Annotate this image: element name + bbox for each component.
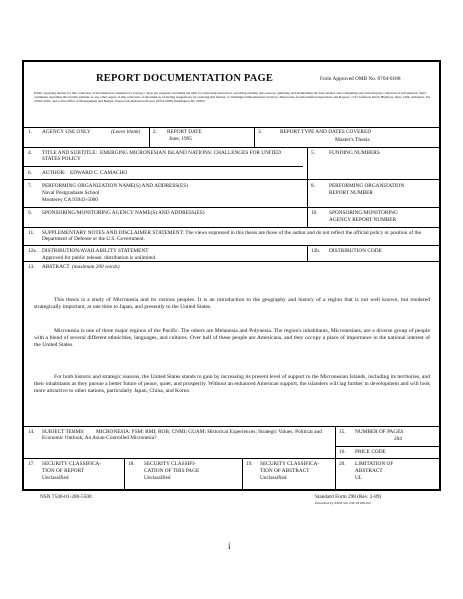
divider <box>149 127 150 147</box>
burden-statement: Public reporting burden for this collection of information is estimated to average 1 hour per response, including the time for reviewing instruction, searching existing data sources, gathering and maintaining the data needed, and completing and reviewing the collection of information. Send comments regarding this burden estimate or any other aspect of this collection of information, including suggestions for reducing this burden, to Washington Headquarters Services, Directorate for Information Operations and Reports, 1215 Jefferson Davis Highway, Suite 1204, Arlington, VA 22202-4302, and to the Office of Management and Budget, Paperwork Reduction Project (0704-0188) Washington DC 20503. <box>34 91 430 103</box>
divider <box>24 426 439 427</box>
field-2-number: 2. <box>153 129 157 135</box>
field-3-number: 3. <box>258 129 262 135</box>
field-19-number: 19. <box>246 461 253 467</box>
divider <box>307 245 308 261</box>
report-type: Master's Thesis <box>335 137 370 143</box>
field-19-label-2: TION OF ABSTRACT <box>260 468 310 474</box>
report-date: June, 1995 <box>169 136 192 142</box>
field-4-number: 4. <box>28 150 32 156</box>
field-17-number: 17. <box>28 461 35 467</box>
field-5-number: 5. <box>311 150 315 156</box>
field-2-label: REPORT DATE <box>167 129 202 135</box>
page-classification: Unclassified <box>144 475 171 481</box>
subject-terms: MICRONESIA: FSM; RMI; ROB; CNMI; GUAM; Historical Experiences; Strategic Values; Political and Economic Outlook; An Asian-Controlled Micronesia? <box>42 429 322 442</box>
field-8-label-1: PERFORMING ORGANIZATION <box>329 183 405 189</box>
field-12a-number: 12a. <box>28 248 37 254</box>
divider <box>254 127 255 147</box>
field-6-label: AUTHOR: <box>42 170 66 176</box>
abstract-paragraph-3: For both historic and strategic reasons, the United States stands to gain by increasing its present level of support to the Micronesian Islands, including its territories, and their inhabitants as they pursue a better future of peace, quiet, and prosperity. Without an enhanced American support, the islanders will lag further in development and will look more attractive to other nations, particularly Japan, China, and Korea. <box>34 374 430 394</box>
field-12b-number: 12b. <box>311 248 321 254</box>
divider <box>24 227 439 228</box>
prescribed-by: Prescribed by ANSI Std. 239-18 298-102 <box>315 501 371 505</box>
field-16-number: 16. <box>339 449 346 455</box>
field-3-label: REPORT TYPE AND DATES COVERED <box>280 129 372 135</box>
abstract-paragraph-2: Micronesia is one of three major regions of the Pacific. The others are Melanesia and Polynesia. The region's inhabitants, Micronesians, are a diverse group of people with a blend of several different ethnicities, languages, and cultures. Over half of these people are Americans, and they occupy a place of importance in the national interest of the United States. <box>34 328 430 348</box>
abstract-limitation: UL <box>355 475 363 481</box>
number-of-pages: 204 <box>394 436 402 442</box>
form-title: REPORT DOCUMENTATION PAGE <box>96 73 274 84</box>
divider <box>335 458 336 491</box>
field-16-label: PRICE CODE <box>355 449 386 455</box>
field-9-label: SPONSORING/MONITORING AGENCY NAME(S) AND ADDRESS(ES) <box>42 210 205 216</box>
omb-approval: Form Approved OMB No. 0704-0188 <box>320 76 401 82</box>
divider <box>24 245 439 246</box>
field-13-note: (maximum 200 words) <box>72 264 120 270</box>
abstract-paragraph-1: This thesis is a study of Micronesia and its various peoples. It is an introduction to the geography and history of a region that is not well known, but rendered strategically important, at one time to Japan, and presently to the United States. <box>34 297 430 310</box>
divider <box>335 446 439 447</box>
field-12a-label: DISTRIBUTION/AVAILABILITY STATEMENT <box>42 248 149 254</box>
field-14-label: SUBJECT TERMS: <box>42 429 85 435</box>
divider <box>24 166 303 167</box>
field-13-number: 13. <box>28 264 35 270</box>
field-10-label-1: SPONSORING/MONITORING <box>329 210 398 216</box>
nsn-number: NSN 7540-01-280-5500 <box>40 494 92 500</box>
report-documentation-form <box>22 60 441 491</box>
divider <box>124 458 125 491</box>
field-20-number: 20. <box>339 461 346 467</box>
field-20-label-1: LIMITATION OF <box>355 461 394 467</box>
field-6-number: 6. <box>28 170 32 176</box>
field-9-number: 9. <box>28 210 32 216</box>
field-15-label: NUMBER OF PAGES <box>355 429 404 435</box>
field-8-label-2: REPORT NUMBER <box>329 190 373 196</box>
field-7-label: PERFORMING ORGANIZATION NAME(S) AND ADDRESS(ES) <box>42 183 188 189</box>
field-1-number: 1. <box>28 129 32 135</box>
thesis-title: EMERGING MICRONESIAN ISLAND NATIONS: CHALLENGES FOR UNITED STATES POLICY <box>42 150 281 163</box>
report-classification: Unclassified <box>42 475 69 481</box>
field-20-label-2: ABSTRACT <box>355 468 383 474</box>
field-18-number: 18. <box>128 461 135 467</box>
abstract-classification: Unclassified <box>260 475 287 481</box>
field-11-number: 11. <box>28 230 35 236</box>
performing-org-name: Naval Postgraduate School <box>42 190 100 196</box>
standard-form: Standard Form 298 (Rev. 2-89) <box>315 494 382 500</box>
divider <box>24 127 439 128</box>
divider <box>24 261 439 262</box>
divider <box>24 179 439 180</box>
distribution-statement: Approved for public release; distribution is unlimited. <box>42 255 157 261</box>
field-18-label-1: SECURITY CLASSIFI- <box>144 461 196 467</box>
divider <box>24 458 439 459</box>
field-19-label-1: SECURITY CLASSIFICA- <box>260 461 320 467</box>
field-1-label: AGENCY USE ONLY <box>42 129 91 135</box>
field-5-label: FUNDING NUMBERS <box>329 150 380 156</box>
performing-org-address: Monterey CA 93943-5000 <box>42 197 98 203</box>
field-12b-label: DISTRIBUTION CODE <box>329 248 382 254</box>
divider <box>335 426 336 458</box>
divider <box>307 147 308 227</box>
field-17-label-1: SECURITY CLASSIFICA- <box>42 461 102 467</box>
divider <box>24 147 439 148</box>
field-7-number: 7. <box>28 183 32 189</box>
field-14-number: 14. <box>28 429 35 435</box>
field-8-number: 8. <box>311 183 315 189</box>
page-number: i <box>228 541 231 551</box>
field-10-label-2: AGENCY REPORT NUMBER <box>329 217 397 223</box>
field-10-number: 10. <box>311 210 318 216</box>
field-15-number: 15. <box>339 429 346 435</box>
field-4-label: TITLE AND SUBTITLE: <box>42 150 98 156</box>
field-13-label: ABSTRACT <box>42 264 70 270</box>
field-17-label-2: TION OF REPORT <box>42 468 85 474</box>
supplementary-notes: SUPPLEMENTARY NOTES AND DISCLAIMER STATEMENT: The views expressed in this thesis are those of the author and do not reflect the official policy or position of the Department of Defense or the U.S. Government. <box>42 230 421 243</box>
author-name: EDWARD C. CAMACHO <box>70 170 128 176</box>
divider <box>242 458 243 491</box>
divider <box>24 207 439 208</box>
field-1-note: (Leave blank) <box>111 129 141 135</box>
field-18-label-2: CATION OF THIS PAGE <box>144 468 200 474</box>
